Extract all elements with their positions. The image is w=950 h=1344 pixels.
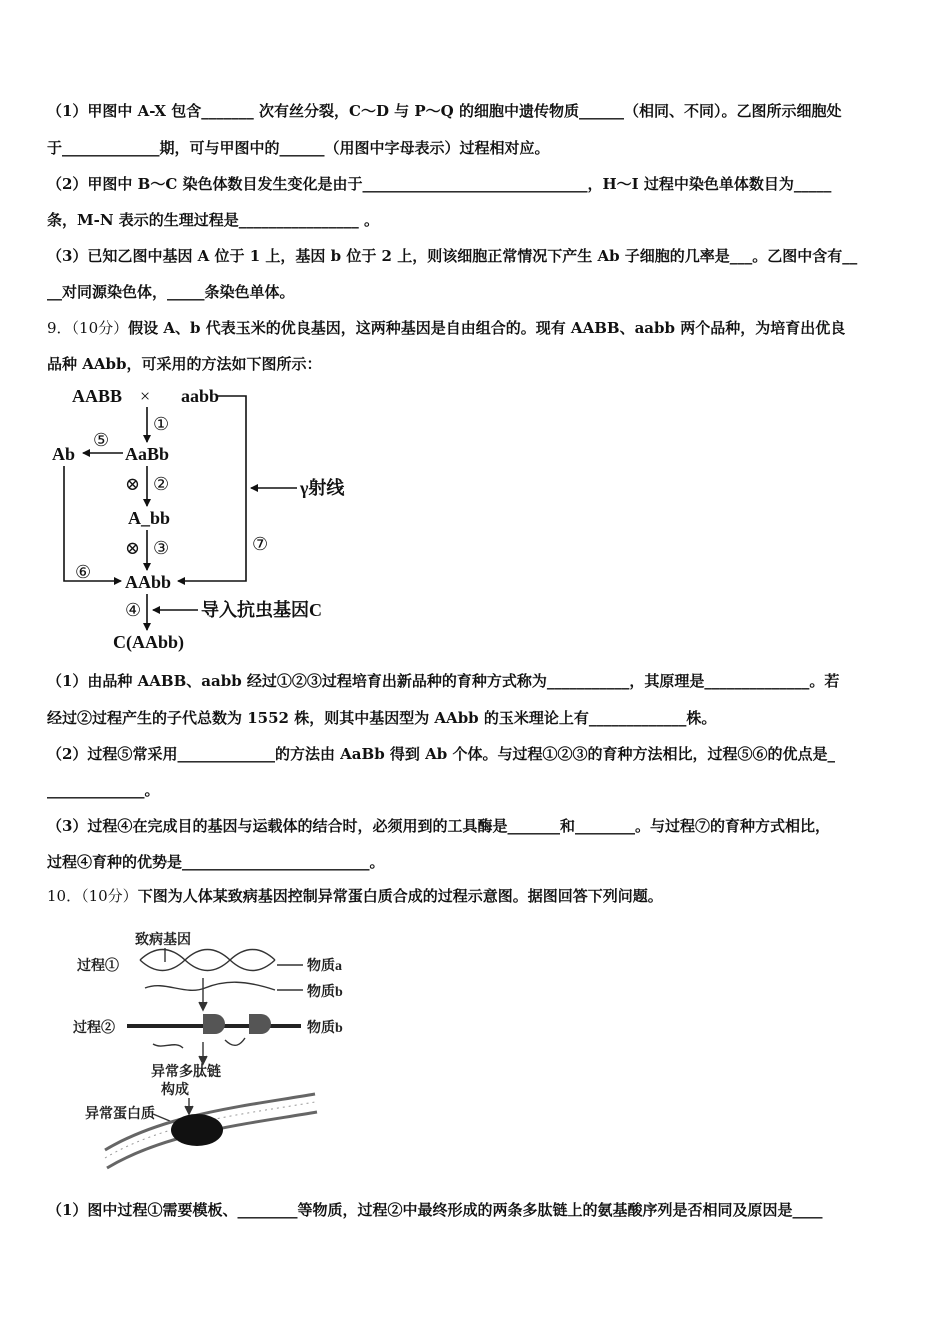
parent-aabb-label: AABB: [72, 386, 123, 406]
q9-number: 9．（10分）: [47, 319, 129, 337]
process-2-label: 过程②: [73, 1021, 115, 1036]
ribosome-1: [203, 1014, 225, 1034]
transcription-arrowhead: [199, 1002, 207, 1010]
polypeptide-2: [225, 1038, 245, 1045]
forms-arrowhead: [185, 1106, 193, 1114]
q10-part-1: （1）图中过程①需要模板、________等物质，过程②中最终形成的两条多肽链上的氨基酸序列是否相同及原因是____: [47, 1201, 823, 1219]
import-gene-label: 导入抗虫基因C: [201, 600, 322, 620]
q9-stem: 假设 A、b 代表玉米的优良基因，这两种基因是自由组合的。现有 AABB、aabb 两个品种，为培育出优良: [128, 319, 846, 337]
q8-line-6: __对同源染色体，_____条染色单体。: [47, 283, 295, 301]
f1-label: AaBb: [125, 444, 170, 464]
haploid-ab-label: Ab: [52, 444, 76, 464]
q9-part-3a: （3）过程④在完成目的基因与运载体的结合时，必须用到的工具酶是_______和________。与过程⑦的育种方式相比，: [47, 817, 830, 835]
abnormal-protein-label: 异常蛋白质: [85, 1107, 155, 1122]
process-1-label: 过程①: [77, 959, 119, 974]
q8-line-2: 于_____________期，可与甲图中的______（用图中字母表示）过程相对应。: [47, 139, 550, 157]
selfing-symbol-1: ⊗: [125, 474, 141, 494]
forms-label: 构成: [161, 1083, 189, 1098]
dna-strand-1: [140, 950, 275, 971]
step-4-label: ④: [125, 600, 142, 620]
ribosome-2: [249, 1014, 271, 1034]
q9-part-1b: 经过②过程产生的子代总数为 1552 株，则其中基因型为 AAbb 的玉米理论上有_____________株。: [47, 709, 717, 727]
step-7-label: ⑦: [252, 534, 269, 554]
dna-strand-2: [140, 950, 275, 971]
q8-line-1: （1）甲图中 A-X 包含_______ 次有丝分裂，C～D 与 P～Q 的细胞中遗传物质______（相同、不同）。乙图所示细胞处: [47, 102, 842, 120]
polypeptide-1: [153, 1044, 183, 1048]
q9-line-1: [47, 318, 907, 338]
step-2-label: ②: [153, 474, 170, 494]
step-3-label: ③: [153, 538, 170, 558]
arrow-step-7: [178, 396, 246, 581]
q8-line-4: 条，M-N 表示的生理过程是________________ 。: [47, 211, 379, 229]
substance-b-label-2: 物质b: [307, 1021, 343, 1036]
abnormal-protein-blob: [171, 1114, 223, 1146]
arrow-step-6: [64, 466, 121, 581]
q9-part-2a: （2）过程⑤常采用_____________的方法由 AaBb 得到 Ab 个体。与过程①②③的育种方法相比，过程⑤⑥的优点是_: [47, 745, 835, 763]
step-1-label: ①: [153, 414, 170, 434]
target-aabb-label: AAbb: [125, 572, 172, 592]
cross-symbol: ×: [140, 386, 151, 406]
mrna-strand: [145, 982, 275, 990]
q9-line-2: 品种 AAbb，可采用的方法如下图所示：: [47, 355, 322, 373]
step-5-label: ⑤: [93, 430, 110, 450]
q9-part-3b: 过程④育种的优势是_________________________。: [47, 853, 385, 871]
translation-arrowhead: [199, 1056, 207, 1064]
breeding-diagram: [45, 382, 375, 654]
q8-line-5: （3）已知乙图中基因 A 位于 1 上，基因 b 位于 2 上，则该细胞正常情况下产生 Ab 子细胞的几率是___。乙图中含有__: [47, 247, 858, 265]
substance-b-label-1: 物质b: [307, 985, 343, 1000]
protein-synthesis-diagram: [45, 918, 375, 1180]
q10-line-1: [47, 886, 907, 906]
q9-part-1a: （1）由品种 AABB、aabb 经过①②③过程培育出新品种的育种方式称为___________，其原理是______________。若: [47, 672, 840, 690]
q9-part-2b: _____________。: [47, 781, 160, 799]
selfing-symbol-2: ⊗: [125, 538, 141, 558]
substance-a-label: 物质a: [307, 959, 342, 974]
a-bb-label: A_bb: [128, 508, 171, 528]
q8-line-3: （2）甲图中 B～C 染色体数目发生变化是由于______________________________，H～I 过程中染色单体数目为_____: [47, 175, 832, 193]
step-6-label: ⑥: [75, 562, 92, 582]
gamma-ray-label: γ射线: [300, 478, 345, 498]
pathogenic-gene-label: 致病基因: [135, 933, 191, 948]
result-label: C(AAbb): [113, 632, 185, 652]
q10-number: 10．（10分）: [47, 887, 138, 905]
q10-stem: 下图为人体某致病基因控制异常蛋白质合成的过程示意图。据图回答下列问题。: [137, 887, 663, 905]
parent-recessive-label: aabb: [181, 386, 220, 406]
abnormal-polypeptide-label: 异常多肽链: [151, 1065, 221, 1080]
